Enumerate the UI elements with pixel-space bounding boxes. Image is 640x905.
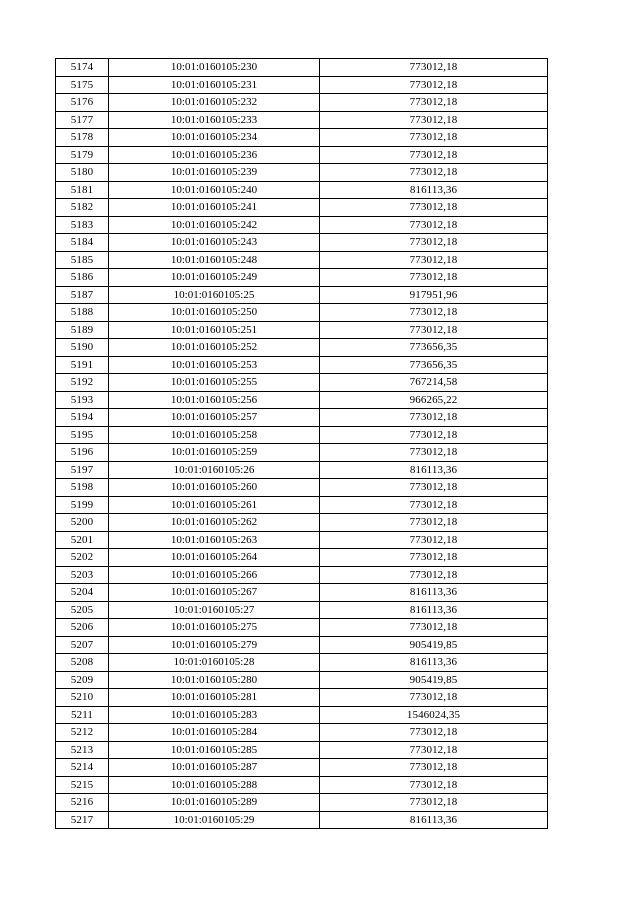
row-number-cell: 5190 bbox=[56, 339, 109, 357]
cadastral-number-cell: 10:01:0160105:267 bbox=[109, 584, 320, 602]
cadastral-value-cell: 773012,18 bbox=[320, 146, 548, 164]
row-number-cell: 5193 bbox=[56, 391, 109, 409]
cadastral-value-cell: 773656,35 bbox=[320, 339, 548, 357]
cadastral-value-cell: 773012,18 bbox=[320, 216, 548, 234]
row-number-cell: 5206 bbox=[56, 619, 109, 637]
cadastral-number-cell: 10:01:0160105:251 bbox=[109, 321, 320, 339]
row-number-cell: 5215 bbox=[56, 776, 109, 794]
cadastral-number-cell: 10:01:0160105:234 bbox=[109, 129, 320, 147]
cadastral-value-cell: 773012,18 bbox=[320, 234, 548, 252]
cadastral-number-cell: 10:01:0160105:232 bbox=[109, 94, 320, 112]
row-number-cell: 5184 bbox=[56, 234, 109, 252]
cadastral-number-cell: 10:01:0160105:249 bbox=[109, 269, 320, 287]
cadastral-number-cell: 10:01:0160105:233 bbox=[109, 111, 320, 129]
cadastral-value-cell: 816113,36 bbox=[320, 461, 548, 479]
cadastral-value-cell: 773012,18 bbox=[320, 689, 548, 707]
cadastral-value-cell: 773012,18 bbox=[320, 164, 548, 182]
cadastral-number-cell: 10:01:0160105:29 bbox=[109, 811, 320, 829]
cadastral-number-cell: 10:01:0160105:263 bbox=[109, 531, 320, 549]
table-row bbox=[56, 426, 548, 444]
cadastral-number-cell: 10:01:0160105:260 bbox=[109, 479, 320, 497]
cadastral-value-cell: 966265,22 bbox=[320, 391, 548, 409]
cadastral-number-cell: 10:01:0160105:279 bbox=[109, 636, 320, 654]
cadastral-value-cell: 773012,18 bbox=[320, 59, 548, 77]
cadastral-value-cell: 816113,36 bbox=[320, 584, 548, 602]
row-number-cell: 5175 bbox=[56, 76, 109, 94]
cadastral-number-cell: 10:01:0160105:283 bbox=[109, 706, 320, 724]
table-row bbox=[56, 619, 548, 637]
cadastral-value-cell: 773012,18 bbox=[320, 549, 548, 567]
row-number-cell: 5204 bbox=[56, 584, 109, 602]
cadastral-number-cell: 10:01:0160105:242 bbox=[109, 216, 320, 234]
cadastral-number-cell: 10:01:0160105:252 bbox=[109, 339, 320, 357]
cadastral-value-cell: 773012,18 bbox=[320, 479, 548, 497]
row-number-cell: 5211 bbox=[56, 706, 109, 724]
cadastral-value-cell: 773012,18 bbox=[320, 566, 548, 584]
row-number-cell: 5200 bbox=[56, 514, 109, 532]
row-number-cell: 5188 bbox=[56, 304, 109, 322]
cadastral-value-cell: 773012,18 bbox=[320, 199, 548, 217]
table-row bbox=[56, 146, 548, 164]
table-row bbox=[56, 636, 548, 654]
table-row bbox=[56, 514, 548, 532]
cadastral-number-cell: 10:01:0160105:275 bbox=[109, 619, 320, 637]
row-number-cell: 5198 bbox=[56, 479, 109, 497]
cadastral-number-cell: 10:01:0160105:26 bbox=[109, 461, 320, 479]
cadastral-number-cell: 10:01:0160105:264 bbox=[109, 549, 320, 567]
table-row bbox=[56, 286, 548, 304]
cadastral-value-cell: 773012,18 bbox=[320, 724, 548, 742]
table-row bbox=[56, 461, 548, 479]
cadastral-number-cell: 10:01:0160105:289 bbox=[109, 794, 320, 812]
row-number-cell: 5180 bbox=[56, 164, 109, 182]
cadastral-value-cell: 773012,18 bbox=[320, 619, 548, 637]
table-row bbox=[56, 59, 548, 77]
table-row bbox=[56, 181, 548, 199]
table-row bbox=[56, 304, 548, 322]
cadastral-number-cell: 10:01:0160105:243 bbox=[109, 234, 320, 252]
cadastral-value-cell: 767214,58 bbox=[320, 374, 548, 392]
row-number-cell: 5197 bbox=[56, 461, 109, 479]
cadastral-value-cell: 773012,18 bbox=[320, 794, 548, 812]
table-row bbox=[56, 409, 548, 427]
cadastral-number-cell: 10:01:0160105:257 bbox=[109, 409, 320, 427]
table-row bbox=[56, 584, 548, 602]
table-row bbox=[56, 199, 548, 217]
row-number-cell: 5201 bbox=[56, 531, 109, 549]
cadastral-value-cell: 773012,18 bbox=[320, 94, 548, 112]
row-number-cell: 5202 bbox=[56, 549, 109, 567]
cadastral-value-cell: 773012,18 bbox=[320, 496, 548, 514]
cadastral-number-cell: 10:01:0160105:255 bbox=[109, 374, 320, 392]
table-row bbox=[56, 391, 548, 409]
table-row bbox=[56, 76, 548, 94]
row-number-cell: 5183 bbox=[56, 216, 109, 234]
row-number-cell: 5214 bbox=[56, 759, 109, 777]
table-row bbox=[56, 741, 548, 759]
cadastral-value-cell: 773012,18 bbox=[320, 409, 548, 427]
row-number-cell: 5196 bbox=[56, 444, 109, 462]
cadastral-number-cell: 10:01:0160105:248 bbox=[109, 251, 320, 269]
cadastral-value-cell: 816113,36 bbox=[320, 601, 548, 619]
cadastral-number-cell: 10:01:0160105:236 bbox=[109, 146, 320, 164]
row-number-cell: 5207 bbox=[56, 636, 109, 654]
row-number-cell: 5194 bbox=[56, 409, 109, 427]
cadastral-number-cell: 10:01:0160105:281 bbox=[109, 689, 320, 707]
row-number-cell: 5187 bbox=[56, 286, 109, 304]
table-row bbox=[56, 794, 548, 812]
cadastral-number-cell: 10:01:0160105:258 bbox=[109, 426, 320, 444]
cadastral-number-cell: 10:01:0160105:240 bbox=[109, 181, 320, 199]
table-row bbox=[56, 269, 548, 287]
table-row bbox=[56, 129, 548, 147]
cadastral-value-cell: 773012,18 bbox=[320, 759, 548, 777]
cadastral-value-cell: 816113,36 bbox=[320, 654, 548, 672]
table-row bbox=[56, 531, 548, 549]
cadastral-value-cell: 773012,18 bbox=[320, 531, 548, 549]
cadastral-number-cell: 10:01:0160105:259 bbox=[109, 444, 320, 462]
table-row bbox=[56, 356, 548, 374]
cadastral-value-cell: 773012,18 bbox=[320, 426, 548, 444]
row-number-cell: 5186 bbox=[56, 269, 109, 287]
table-row bbox=[56, 566, 548, 584]
cadastral-number-cell: 10:01:0160105:27 bbox=[109, 601, 320, 619]
cadastral-value-cell: 773012,18 bbox=[320, 251, 548, 269]
cadastral-value-cell: 773012,18 bbox=[320, 741, 548, 759]
cadastral-number-cell: 10:01:0160105:287 bbox=[109, 759, 320, 777]
cadastral-value-cell: 1546024,35 bbox=[320, 706, 548, 724]
row-number-cell: 5182 bbox=[56, 199, 109, 217]
cadastral-number-cell: 10:01:0160105:28 bbox=[109, 654, 320, 672]
cadastral-number-cell: 10:01:0160105:231 bbox=[109, 76, 320, 94]
cadastral-number-cell: 10:01:0160105:261 bbox=[109, 496, 320, 514]
row-number-cell: 5208 bbox=[56, 654, 109, 672]
cadastral-value-table bbox=[55, 58, 548, 829]
cadastral-value-cell: 816113,36 bbox=[320, 811, 548, 829]
table-row bbox=[56, 94, 548, 112]
cadastral-value-cell: 905419,85 bbox=[320, 636, 548, 654]
table-row bbox=[56, 724, 548, 742]
cadastral-number-cell: 10:01:0160105:239 bbox=[109, 164, 320, 182]
cadastral-number-cell: 10:01:0160105:253 bbox=[109, 356, 320, 374]
cadastral-value-cell: 773012,18 bbox=[320, 321, 548, 339]
cadastral-value-cell: 773012,18 bbox=[320, 269, 548, 287]
cadastral-number-cell: 10:01:0160105:266 bbox=[109, 566, 320, 584]
table-row bbox=[56, 689, 548, 707]
cadastral-value-cell: 773012,18 bbox=[320, 514, 548, 532]
row-number-cell: 5192 bbox=[56, 374, 109, 392]
cadastral-number-cell: 10:01:0160105:285 bbox=[109, 741, 320, 759]
row-number-cell: 5195 bbox=[56, 426, 109, 444]
cadastral-value-cell: 905419,85 bbox=[320, 671, 548, 689]
row-number-cell: 5181 bbox=[56, 181, 109, 199]
row-number-cell: 5185 bbox=[56, 251, 109, 269]
cadastral-number-cell: 10:01:0160105:284 bbox=[109, 724, 320, 742]
row-number-cell: 5199 bbox=[56, 496, 109, 514]
table-row bbox=[56, 654, 548, 672]
cadastral-number-cell: 10:01:0160105:230 bbox=[109, 59, 320, 77]
table-row bbox=[56, 444, 548, 462]
cadastral-number-cell: 10:01:0160105:280 bbox=[109, 671, 320, 689]
row-number-cell: 5178 bbox=[56, 129, 109, 147]
cadastral-number-cell: 10:01:0160105:250 bbox=[109, 304, 320, 322]
cadastral-number-cell: 10:01:0160105:25 bbox=[109, 286, 320, 304]
row-number-cell: 5174 bbox=[56, 59, 109, 77]
row-number-cell: 5179 bbox=[56, 146, 109, 164]
table-row bbox=[56, 759, 548, 777]
cadastral-number-cell: 10:01:0160105:262 bbox=[109, 514, 320, 532]
row-number-cell: 5209 bbox=[56, 671, 109, 689]
table-row bbox=[56, 321, 548, 339]
table-row bbox=[56, 671, 548, 689]
cadastral-value-cell: 773656,35 bbox=[320, 356, 548, 374]
table-row bbox=[56, 164, 548, 182]
table-row bbox=[56, 601, 548, 619]
row-number-cell: 5191 bbox=[56, 356, 109, 374]
table-row bbox=[56, 251, 548, 269]
cadastral-value-cell: 773012,18 bbox=[320, 111, 548, 129]
row-number-cell: 5213 bbox=[56, 741, 109, 759]
cadastral-number-cell: 10:01:0160105:288 bbox=[109, 776, 320, 794]
row-number-cell: 5176 bbox=[56, 94, 109, 112]
table-row bbox=[56, 234, 548, 252]
cadastral-value-cell: 816113,36 bbox=[320, 181, 548, 199]
table-row bbox=[56, 374, 548, 392]
cadastral-value-cell: 917951,96 bbox=[320, 286, 548, 304]
table-row bbox=[56, 811, 548, 829]
cadastral-value-cell: 773012,18 bbox=[320, 444, 548, 462]
cadastral-value-cell: 773012,18 bbox=[320, 776, 548, 794]
table-row bbox=[56, 216, 548, 234]
table-row bbox=[56, 549, 548, 567]
row-number-cell: 5189 bbox=[56, 321, 109, 339]
cadastral-value-cell: 773012,18 bbox=[320, 304, 548, 322]
row-number-cell: 5216 bbox=[56, 794, 109, 812]
cadastral-value-cell: 773012,18 bbox=[320, 129, 548, 147]
row-number-cell: 5203 bbox=[56, 566, 109, 584]
table-row bbox=[56, 496, 548, 514]
table-row bbox=[56, 479, 548, 497]
table-body bbox=[56, 59, 548, 829]
row-number-cell: 5210 bbox=[56, 689, 109, 707]
table-row bbox=[56, 339, 548, 357]
table-row bbox=[56, 706, 548, 724]
cadastral-number-cell: 10:01:0160105:256 bbox=[109, 391, 320, 409]
cadastral-number-cell: 10:01:0160105:241 bbox=[109, 199, 320, 217]
row-number-cell: 5212 bbox=[56, 724, 109, 742]
row-number-cell: 5217 bbox=[56, 811, 109, 829]
row-number-cell: 5205 bbox=[56, 601, 109, 619]
table-row bbox=[56, 776, 548, 794]
cadastral-value-cell: 773012,18 bbox=[320, 76, 548, 94]
table-row bbox=[56, 111, 548, 129]
row-number-cell: 5177 bbox=[56, 111, 109, 129]
